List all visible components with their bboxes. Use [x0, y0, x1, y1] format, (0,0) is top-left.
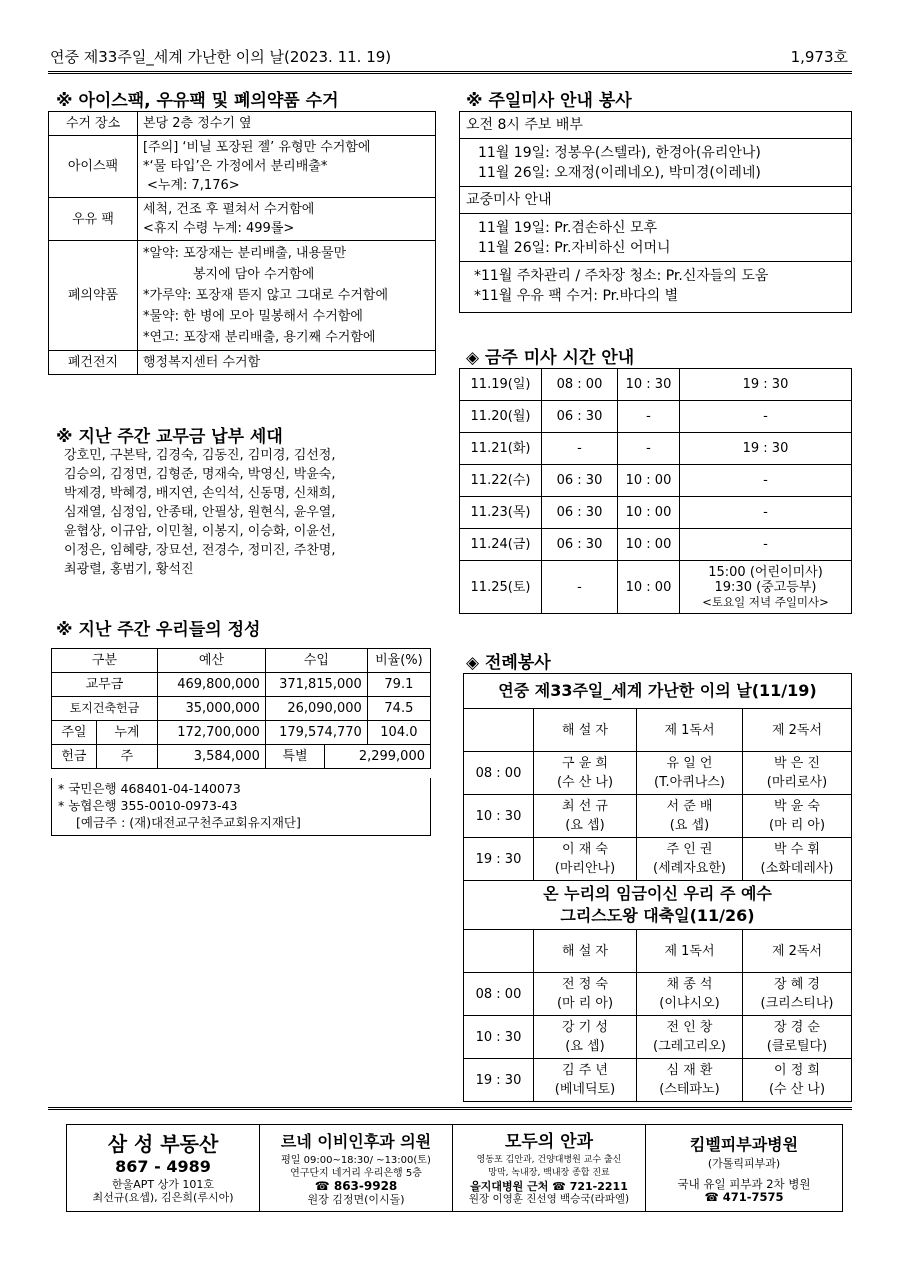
account-line: * 국민은행 468401-04-140073 — [58, 781, 241, 796]
date-cell: 11.21(화) — [460, 433, 542, 465]
bank-accounts — [51, 778, 431, 836]
list-item: *11월 우유 팩 수거: Pr.바다의 별 — [474, 288, 679, 304]
table-row — [464, 709, 852, 752]
liturgy-title: ◈ 전례봉사 — [466, 653, 551, 673]
prayer-list — [460, 214, 851, 262]
ad-skin-clinic — [646, 1125, 842, 1211]
server-cell — [534, 1016, 637, 1059]
table-row — [52, 649, 431, 673]
row-text — [138, 136, 436, 198]
account-line: * 농협은행 355-0010-0973-43 — [58, 798, 238, 813]
table-row — [49, 136, 436, 198]
col-header: 수입 — [265, 649, 367, 673]
server-name: 이 재 숙 — [562, 842, 608, 857]
table-row — [464, 795, 852, 838]
server-baptismal-name: (요 셉) — [669, 818, 710, 833]
time-cell: 08 : 00 — [464, 752, 534, 795]
server-name: 구 윤 희 — [562, 756, 608, 771]
time-cell: - — [680, 529, 852, 561]
server-baptismal-name: (마리로사) — [766, 775, 828, 790]
income-cell: 371,815,000 — [265, 673, 367, 697]
server-cell — [743, 838, 852, 881]
server-cell — [743, 973, 852, 1016]
line: 봉지에 담아 수거함에 — [193, 267, 315, 282]
time-cell: 10 : 00 — [618, 561, 680, 614]
date-cell: 11.24(금) — [460, 529, 542, 561]
server-name: 주 인 권 — [666, 842, 713, 857]
line: *연고: 포장재 분리배출, 용기째 수거함에 — [143, 330, 376, 345]
server-baptismal-name: (수 산 나) — [556, 775, 614, 790]
server-cell — [743, 795, 852, 838]
table-row — [464, 674, 852, 709]
server-cell — [534, 752, 637, 795]
server-baptismal-name: (마 리 아) — [768, 818, 826, 833]
ad-line: 영동포 김안과, 건양대병원 교수 출신 — [476, 1155, 622, 1165]
footer-divider — [48, 1107, 852, 1110]
schedule-title: ◈ 금주 미사 시간 안내 — [466, 348, 635, 368]
server-cell — [743, 752, 852, 795]
ad-phone: 을지대병원 근처 ☎ 721-2211 — [470, 1180, 628, 1193]
category-cell: 교무금 — [52, 673, 158, 697]
line: *물약: 한 병에 모아 밀봉해서 수거함에 — [143, 309, 363, 324]
col-header: 제 2독서 — [743, 930, 852, 973]
row-label: 아이스팩 — [49, 136, 138, 198]
server-name: 강 기 성 — [562, 1020, 608, 1035]
category-cell: 주일 — [52, 721, 97, 745]
ratio-cell: 104.0 — [367, 721, 430, 745]
table-row — [464, 973, 852, 1016]
list-item: 11월 19일: 정봉우(스텔라), 한경아(유리안나) — [478, 145, 761, 161]
finance-table — [51, 648, 431, 769]
table-row — [464, 838, 852, 881]
line: <누계: 7,176> — [147, 178, 240, 193]
list-item: 11월 26일: Pr.자비하신 어머니 — [478, 240, 671, 256]
time-cell: 08 : 00 — [464, 973, 534, 1016]
server-baptismal-name: (세례자요한) — [653, 861, 726, 876]
server-baptismal-name: (그레고리오) — [653, 1039, 726, 1054]
time-cell: 19 : 30 — [680, 369, 852, 401]
table-row — [464, 752, 852, 795]
line: *‘물 타입’은 가정에서 분리배출* — [143, 159, 328, 174]
ad-phone: ☎ 863-9928 — [314, 1179, 398, 1193]
ad-line: 최선규(요셉), 김은희(루시아) — [92, 1191, 234, 1204]
server-baptismal-name: (요 셉) — [565, 1039, 605, 1054]
time-cell: 10 : 00 — [618, 497, 680, 529]
row-text — [138, 241, 436, 351]
ad-line: 국내 유일 피부과 2차 병원 — [677, 1176, 811, 1191]
date-cell: 11.25(토) — [460, 561, 542, 614]
week-heading-line: 온 누리의 임금이신 우리 주 예수 — [543, 884, 772, 903]
server-name: 전 정 숙 — [562, 977, 608, 992]
special-value: 2,299,000 — [325, 745, 431, 769]
time-cell: 06 : 30 — [542, 497, 618, 529]
time-cell: 19 : 30 — [680, 433, 852, 465]
mass-schedule-table — [459, 368, 852, 614]
server-name: 박 은 진 — [774, 756, 820, 771]
account-line: [예금주 : (재)대전교구천주교회유지재단] — [76, 815, 301, 830]
time-cell: - — [618, 401, 680, 433]
time-cell: - — [680, 401, 852, 433]
time-cell: - — [618, 433, 680, 465]
table-row — [464, 1016, 852, 1059]
line: *알약: 포장재는 분리배출, 내용물만 — [143, 246, 347, 261]
ad-line: (가톨릭피부과) — [707, 1156, 781, 1170]
ad-name: 킴벨피부과병원 — [689, 1134, 799, 1154]
server-name: 김 주 년 — [562, 1063, 608, 1078]
donor-list — [64, 446, 424, 579]
date-cell: 11.23(목) — [460, 497, 542, 529]
row-text — [138, 112, 436, 136]
donor-line: 김승의, 김정면, 김형준, 명재숙, 박영신, 박윤숙, — [64, 467, 336, 482]
budget-cell: 3,584,000 — [157, 745, 265, 769]
line: <휴지 수령 누계: 499롤> — [143, 221, 295, 236]
line: [주의] ‘비닐 포장된 젤’ 유형만 수거함에 — [143, 140, 371, 155]
ad-name: 르네 이비인후과 의원 — [280, 1132, 432, 1151]
server-name: 박 윤 숙 — [774, 799, 820, 814]
prayer-head: 교중미사 안내 — [460, 187, 851, 214]
table-row — [52, 673, 431, 697]
server-name: 서 준 배 — [666, 799, 713, 814]
week-heading-line: 그리스도왕 대축일(11/26) — [560, 906, 755, 925]
donors-title: ※ 지난 주간 교무금 납부 세대 — [56, 427, 283, 447]
table-row — [460, 529, 852, 561]
ad-line: 한울APT 상가 101호 — [112, 1178, 214, 1191]
col-header: 구분 — [52, 649, 158, 673]
server-cell — [637, 795, 743, 838]
ad-phone: ☎ 471-7575 — [704, 1189, 784, 1204]
line: 19:30 (중고등부) — [714, 579, 817, 595]
sub-category-cell: 주 — [96, 745, 157, 769]
time-cell: 06 : 30 — [542, 465, 618, 497]
donor-line: 강호민, 구본탁, 김경숙, 김동진, 김미경, 김선정, — [64, 448, 336, 463]
table-row — [460, 561, 852, 614]
service-notes — [460, 262, 851, 310]
mass-service-box — [459, 111, 852, 313]
ice-section-title: ※ 아이스팩, 우유팩 및 폐의약품 수거 — [56, 91, 339, 111]
server-cell — [534, 795, 637, 838]
time-cell: - — [680, 465, 852, 497]
server-name: 박 수 휘 — [774, 842, 820, 857]
server-name: 장 혜 경 — [774, 977, 820, 992]
ad-name: 삼 성 부동산 — [107, 1132, 219, 1156]
server-name: 심 재 환 — [666, 1063, 713, 1078]
donor-line: 윤협상, 이규암, 이민철, 이봉지, 이승화, 이윤선, — [64, 524, 336, 539]
ad-line: 평일 09:00~18:30/ ~13:00(토) — [281, 1155, 431, 1166]
income-cell: 26,090,000 — [265, 697, 367, 721]
time-cell: 10 : 00 — [618, 465, 680, 497]
table-row — [52, 745, 431, 769]
col-header: 해 설 자 — [534, 709, 637, 752]
server-name: 전 인 창 — [666, 1020, 713, 1035]
mass-service-title: ※ 주일미사 안내 봉사 — [466, 91, 632, 111]
table-row — [460, 497, 852, 529]
time-cell: 19 : 30 — [464, 1059, 534, 1102]
ad-strip — [66, 1124, 843, 1212]
morning-list — [460, 139, 851, 187]
donor-line: 박제경, 박혜경, 배지연, 손익석, 신동명, 신채희, — [64, 486, 336, 501]
line: *가루약: 포장재 뜯지 않고 그대로 수거함에 — [143, 288, 389, 303]
ad-name: 모두의 안과 — [504, 1132, 594, 1152]
time-cell: 06 : 30 — [542, 529, 618, 561]
server-baptismal-name: (이냐시오) — [659, 996, 720, 1011]
donor-line: 심재열, 심정임, 안종태, 안필상, 원현식, 윤우열, — [64, 505, 336, 520]
liturgy-table — [463, 673, 852, 1102]
table-row — [464, 930, 852, 973]
list-item: *11월 주차관리 / 주차장 청소: Pr.신자들의 도움 — [474, 268, 769, 284]
col-header: 해 설 자 — [534, 930, 637, 973]
time-cell: 10 : 30 — [464, 1016, 534, 1059]
server-cell — [637, 838, 743, 881]
server-baptismal-name: (크리스티나) — [760, 996, 834, 1011]
table-row — [49, 198, 436, 241]
row-text: 행정복지센터 수거함 — [138, 351, 436, 375]
time-cell: 19 : 30 — [464, 838, 534, 881]
line: 본당 2층 정수기 옆 — [143, 116, 252, 131]
server-baptismal-name: (소화데레사) — [760, 861, 834, 876]
time-cell: - — [542, 433, 618, 465]
table-row — [49, 351, 436, 375]
time-cell: - — [680, 497, 852, 529]
server-name: 이 정 희 — [774, 1063, 820, 1078]
donor-line: 이정은, 임혜량, 장묘선, 전경수, 정미진, 주찬명, — [64, 543, 336, 558]
finance-title: ※ 지난 주간 우리들의 정성 — [56, 620, 261, 640]
header-divider — [48, 71, 852, 74]
table-row — [464, 1059, 852, 1102]
table-row — [52, 721, 431, 745]
server-baptismal-name: (수 산 나) — [768, 1082, 826, 1097]
col-header: 제 1독서 — [637, 930, 743, 973]
line: 15:00 (어린이미사) — [708, 564, 823, 580]
line: <토요일 저녁 주일미사> — [702, 594, 829, 609]
time-cell: 06 : 30 — [542, 401, 618, 433]
donor-line: 최광렬, 홍범기, 황석진 — [64, 562, 194, 577]
line: 세척, 건조 후 펼쳐서 수거함에 — [143, 202, 315, 217]
time-cell: 08 : 00 — [542, 369, 618, 401]
server-cell — [534, 838, 637, 881]
week-heading: 연중 제33주일_세계 가난한 이의 날(11/19) — [464, 674, 852, 709]
ad-phone: 867 - 4989 — [115, 1157, 211, 1176]
server-name: 유 일 언 — [666, 756, 713, 771]
ad-ent-clinic — [260, 1125, 453, 1211]
table-row — [460, 401, 852, 433]
sub-category-cell: 누계 — [96, 721, 157, 745]
morning-head: 오전 8시 주보 배부 — [460, 112, 851, 139]
server-cell — [637, 973, 743, 1016]
date-cell: 11.19(일) — [460, 369, 542, 401]
bulletin-title: 연중 제33주일_세계 가난한 이의 날(2023. 11. 19) — [50, 48, 392, 66]
row-label: 우유 팩 — [49, 198, 138, 241]
time-cell: 10 : 00 — [618, 529, 680, 561]
server-cell — [534, 1059, 637, 1102]
server-baptismal-name: (마리안나) — [554, 861, 616, 876]
table-row — [460, 369, 852, 401]
ad-line: 망막, 녹내장, 백내장 종합 진료 — [488, 1168, 610, 1178]
ratio-cell: 79.1 — [367, 673, 430, 697]
week-heading — [464, 881, 852, 930]
col-header: 제 1독서 — [637, 709, 743, 752]
server-cell — [743, 1059, 852, 1102]
issue-number: 1,973호 — [790, 48, 848, 66]
blank-cell — [464, 930, 534, 973]
list-item: 11월 19일: Pr.겸손하신 모후 — [478, 220, 658, 236]
ad-line: 원장 김정면(이시돌) — [307, 1193, 405, 1206]
server-baptismal-name: (스테파노) — [659, 1082, 720, 1097]
collection-table — [48, 111, 436, 375]
server-cell — [743, 1016, 852, 1059]
category-cell: 토지건축헌금 — [52, 697, 158, 721]
server-name: 최 선 규 — [562, 799, 608, 814]
time-cell: 10 : 30 — [464, 795, 534, 838]
income-cell: 179,574,770 — [265, 721, 367, 745]
time-cell — [680, 561, 852, 614]
server-cell — [637, 752, 743, 795]
table-row — [460, 433, 852, 465]
server-baptismal-name: (베네딕토) — [554, 1082, 616, 1097]
server-cell — [637, 1016, 743, 1059]
category-cell: 헌금 — [52, 745, 97, 769]
row-label: 폐건전지 — [49, 351, 138, 375]
blank-cell — [464, 709, 534, 752]
date-cell: 11.20(월) — [460, 401, 542, 433]
time-cell: - — [542, 561, 618, 614]
server-baptismal-name: (T.아퀴나스) — [654, 775, 725, 790]
ad-realestate — [67, 1125, 260, 1211]
server-cell — [534, 973, 637, 1016]
row-label: 폐의약품 — [49, 241, 138, 351]
ad-line: 원장 이영훈 진선영 백승국(라파엘) — [468, 1193, 630, 1205]
table-row — [49, 241, 436, 351]
ratio-cell: 74.5 — [367, 697, 430, 721]
row-label: 수거 장소 — [49, 112, 138, 136]
col-header: 제 2독서 — [743, 709, 852, 752]
table-row — [52, 697, 431, 721]
server-baptismal-name: (클로틸다) — [766, 1039, 828, 1054]
list-item: 11월 26일: 오재정(이레네오), 박미경(이레네) — [478, 165, 761, 181]
date-cell: 11.22(수) — [460, 465, 542, 497]
table-row — [464, 881, 852, 930]
ad-eye-clinic — [453, 1125, 646, 1211]
server-baptismal-name: (마 리 아) — [556, 996, 614, 1011]
time-cell: 10 : 30 — [618, 369, 680, 401]
row-text — [138, 198, 436, 241]
ad-line: 연구단지 네거리 우리은행 5층 — [290, 1168, 422, 1179]
col-header: 비율(%) — [367, 649, 430, 673]
server-cell — [637, 1059, 743, 1102]
server-name: 장 경 순 — [774, 1020, 820, 1035]
table-row — [49, 112, 436, 136]
budget-cell: 172,700,000 — [157, 721, 265, 745]
server-baptismal-name: (요 셉) — [565, 818, 605, 833]
budget-cell: 35,000,000 — [157, 697, 265, 721]
budget-cell: 469,800,000 — [157, 673, 265, 697]
special-label: 특별 — [265, 745, 324, 769]
col-header: 예산 — [157, 649, 265, 673]
server-name: 채 종 석 — [666, 977, 713, 992]
table-row — [460, 465, 852, 497]
